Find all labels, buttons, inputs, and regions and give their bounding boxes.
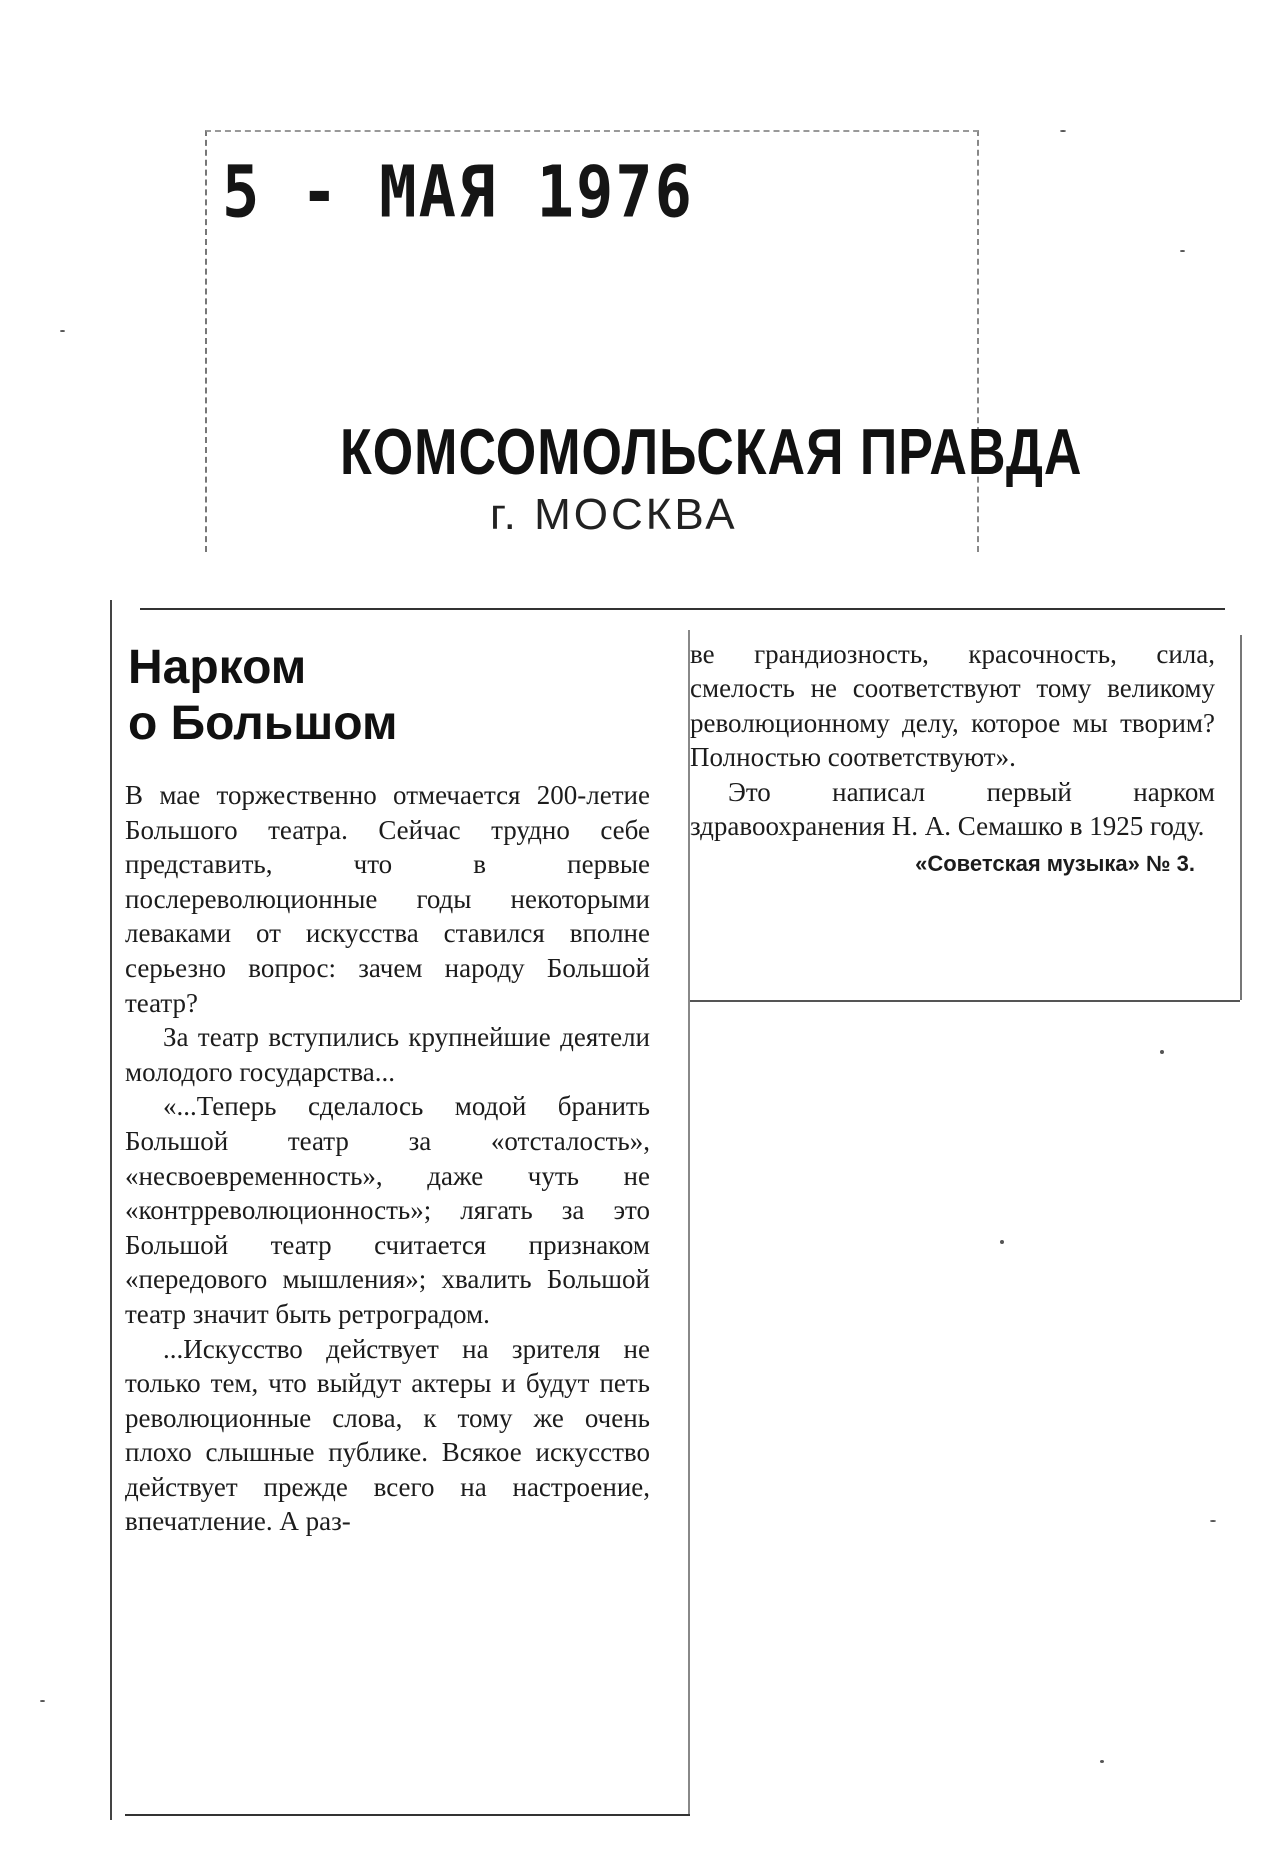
clipping-left-border [110, 600, 112, 1820]
article-source: «Советская музыка» № 3. [915, 851, 1195, 877]
scan-speck [40, 1700, 45, 1702]
stamp-date: 5 - МАЯ 1976 [222, 150, 694, 234]
clipping-top-border [140, 608, 1225, 610]
article-right-column [690, 637, 1215, 882]
article-headline [128, 640, 397, 752]
paragraph-defenders: За театр вступились крупнейшие деятели молодого государства... [125, 1022, 650, 1087]
paragraph-intro: В мае торжественно отмечается 200-летие Большого театра. Сейчас трудно себе представить, что в первые послереволюционные годы некоторыми леваками от искусства ставился вполне серьезно вопрос: зачем народу Большой театр? [125, 780, 650, 1018]
newspaper-city: г. МОСКВА [490, 490, 738, 539]
scan-speck [1210, 1520, 1216, 1522]
scan-speck [60, 330, 65, 332]
right-column-bottom-border [690, 1000, 1240, 1002]
scan-speck [1100, 1760, 1104, 1763]
scan-speck [1060, 130, 1066, 132]
right-column-right-border [1240, 635, 1242, 1000]
headline-line-1: Нарком [128, 641, 307, 694]
paragraph-quote-continued: ве грандиозность, красочность, сила, смелость не соответствуют тому великому революционному делу, которое мы творим? Полностью соответствуют». [690, 639, 1215, 773]
article-left-column [125, 778, 650, 1539]
scan-speck [1000, 1240, 1004, 1244]
scan-speck [1160, 1050, 1164, 1054]
paragraph-attribution: Это написал первый нарком здравоохранения Н. А. Семашко в 1925 году. [690, 776, 1215, 842]
headline-line-2: о Большом [128, 697, 398, 750]
scan-speck [1180, 250, 1185, 252]
paragraph-quote-fashion: «...Теперь сделалось модой бранить Большой театр за «отсталость», «несвоевременность», даже чуть не «контрреволюционность»; лягать за это Большой театр считается признаком «передового мышления»; хвалить Большой театр значит быть ретроградом. [125, 1091, 650, 1329]
paragraph-quote-art: ...Искусство действует на зрителя не только тем, что выйдут актеры и будут петь революционные слова, к тому же очень плохо слышные публике. Всякое искусство действует прежде всего на настроение, впечатление. А раз- [125, 1333, 650, 1537]
clipping-bottom-border [125, 1814, 690, 1816]
newspaper-name: КОМСОМОЛЬСКАЯ ПРАВДА [340, 416, 1083, 489]
